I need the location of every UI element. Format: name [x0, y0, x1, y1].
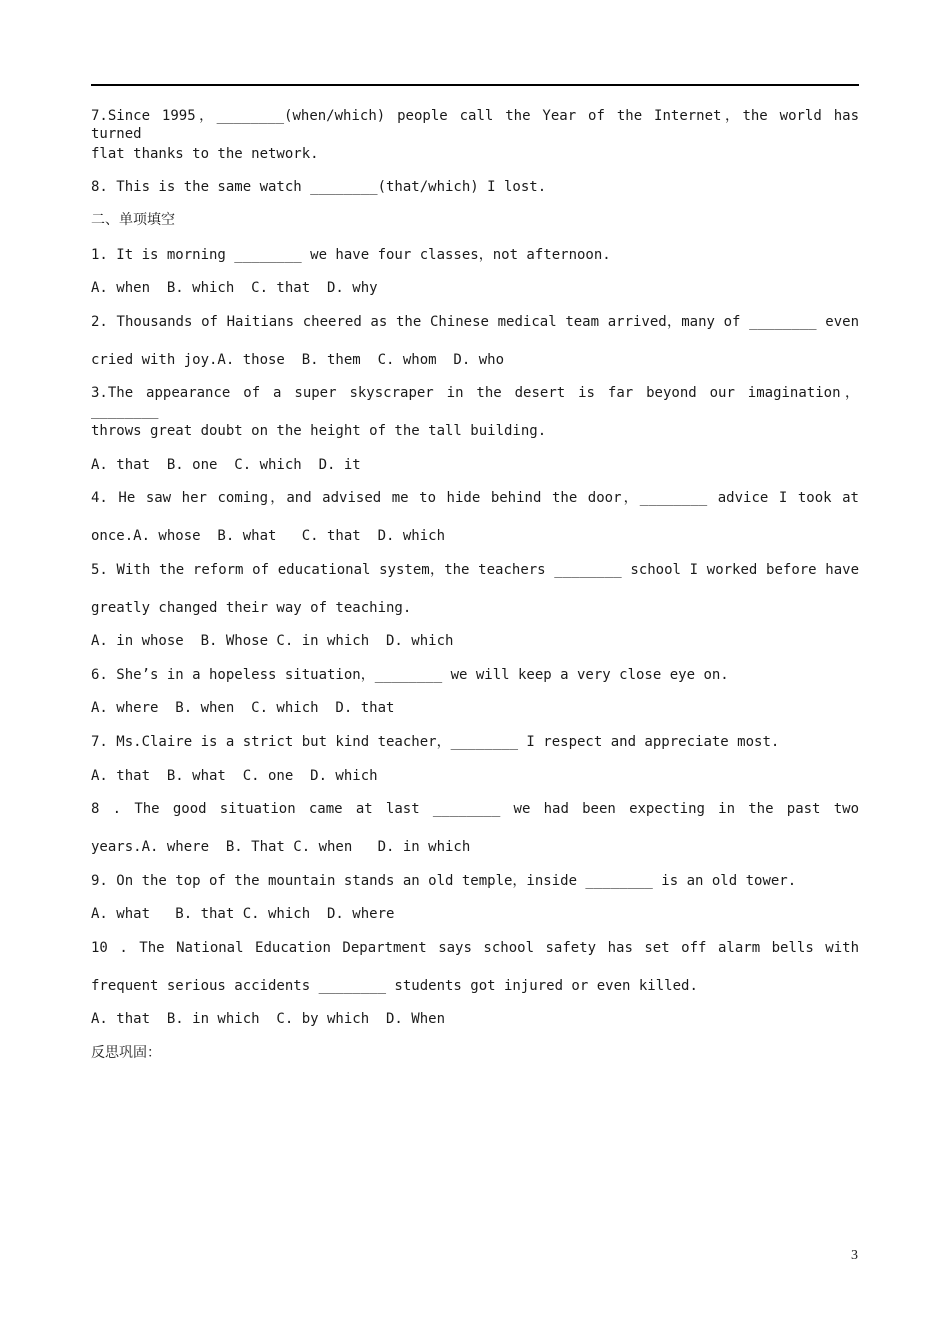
- text-line: A. when B. which C. that D. why: [91, 280, 378, 296]
- text-line: 10 . The National Education Department says school safety has set off alarm bells with: [91, 940, 859, 956]
- text-line: A. that B. what C. one D. which: [91, 768, 378, 784]
- text-line: 8 . The good situation came at last ________ we had been expecting in the past two: [91, 801, 859, 817]
- text-line: A. where B. when C. which D. that: [91, 700, 395, 716]
- text-line: 4. He saw her coming，and advised me to hide behind the door，________ advice I took at: [91, 490, 859, 506]
- text-line: A. that B. one C. which D. it: [91, 457, 361, 473]
- text-line: 7. Ms.Claire is a strict but kind teacher，________ I respect and appreciate most.: [91, 734, 780, 750]
- text-line: A. what B. that C. which D. where: [91, 906, 395, 922]
- text-line: A. in whose B. Whose C. in which D. which: [91, 633, 454, 649]
- text-line: 6. She’s in a hopeless situation，________ we will keep a very close eye on.: [91, 667, 729, 683]
- text-line: 7.Since 1995，________(when/which) people call the Year of the Internet，the world has turned: [91, 108, 859, 142]
- text-line: years.A. where B. That C. when D. in which: [91, 839, 471, 855]
- text-line: A. that B. in which C. by which D. When: [91, 1011, 446, 1027]
- section-heading: 反思巩固：: [91, 1045, 161, 1061]
- text-line: once.A. whose B. what C. that D. which: [91, 528, 446, 544]
- text-line: 5. With the reform of educational system，the teachers ________ school I worked before have: [91, 562, 859, 578]
- text-line: frequent serious accidents ________ students got injured or even killed.: [91, 978, 698, 994]
- text-line: cried with joy.A. those B. them C. whom D. who: [91, 352, 505, 368]
- page-number: 3: [851, 1248, 858, 1263]
- text-line: 8. This is the same watch ________(that/which) I lost.: [91, 179, 547, 195]
- text-line: greatly changed their way of teaching.: [91, 600, 412, 616]
- header-rule: [91, 84, 859, 86]
- section-heading: 二、单项填空: [91, 212, 175, 228]
- text-line: 9. On the top of the mountain stands an old temple，inside ________ is an old tower.: [91, 873, 797, 889]
- text-line: throws great doubt on the height of the tall building.: [91, 423, 547, 439]
- text-line: 1. It is morning ________ we have four classes，not afternoon.: [91, 247, 611, 263]
- text-line: 3.The appearance of a super skyscraper in the desert is far beyond our imagination，________: [91, 385, 859, 419]
- text-line: flat thanks to the network.: [91, 146, 319, 162]
- text-line: 2. Thousands of Haitians cheered as the Chinese medical team arrived，many of ________ even: [91, 314, 859, 330]
